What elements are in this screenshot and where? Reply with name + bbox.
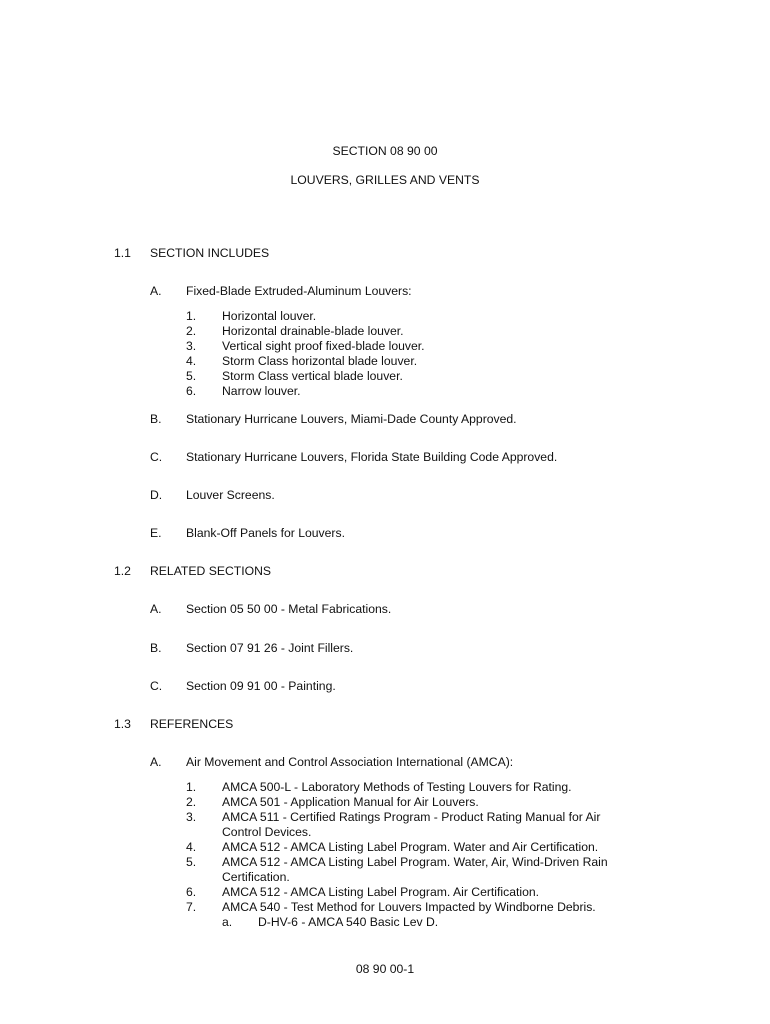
item-number: 2. [186, 324, 197, 338]
paragraph-letter: B. [150, 412, 162, 426]
list-item [0, 369, 770, 384]
item-text: AMCA 512 - AMCA Listing Label Program. Water and Air Certification. [222, 840, 599, 854]
item-text: AMCA 512 - AMCA Listing Label Program. Water, Air, Wind-Driven Rain [222, 855, 608, 869]
paragraph-text: Louver Screens. [186, 488, 275, 502]
list-item [0, 840, 770, 855]
item-number: 1. [186, 309, 197, 323]
item-number: 1. [186, 780, 197, 794]
item-text: Storm Class vertical blade louver. [222, 369, 403, 383]
item-text-continued: Control Devices. [222, 825, 312, 839]
item-number: 3. [186, 339, 197, 353]
page-number: 08 90 00-1 [355, 962, 415, 976]
list-item [0, 885, 770, 900]
article-title: RELATED SECTIONS [150, 564, 271, 578]
list-item [0, 354, 770, 369]
item-letter: a. [222, 915, 233, 929]
item-number: 4. [186, 840, 197, 854]
item-number: 7. [186, 900, 197, 914]
list-item [0, 339, 770, 354]
article-number: 1.3 [114, 717, 131, 731]
item-number: 5. [186, 855, 197, 869]
item-text-continued: Certification. [222, 870, 290, 884]
article-number: 1.2 [114, 564, 131, 578]
list-item [0, 855, 770, 885]
item-text: Narrow louver. [222, 384, 301, 398]
item-text: Vertical sight proof fixed-blade louver. [222, 339, 425, 353]
item-text: D-HV-6 - AMCA 540 Basic Lev D. [258, 915, 439, 929]
article-title: SECTION INCLUDES [150, 246, 270, 260]
paragraph-text: Stationary Hurricane Louvers, Miami-Dade County Approved. [186, 412, 517, 426]
list-item [0, 384, 770, 399]
item-number: 6. [186, 885, 197, 899]
item-number: 5. [186, 369, 197, 383]
item-number: 3. [186, 810, 197, 824]
subparagraph-list [0, 780, 770, 930]
paragraph-text: Fixed-Blade Extruded-Aluminum Louvers: [186, 284, 412, 298]
item-text: AMCA 500-L - Laboratory Methods of Testing Louvers for Rating. [222, 780, 572, 794]
item-text: AMCA 511 - Certified Ratings Program - Product Rating Manual for Air [222, 810, 601, 824]
item-text: AMCA 512 - AMCA Listing Label Program. Air Certification. [222, 885, 540, 899]
list-item [0, 900, 770, 915]
list-item [0, 795, 770, 810]
paragraph-letter: A. [150, 602, 162, 616]
item-text: Horizontal louver. [222, 309, 317, 323]
list-item [0, 780, 770, 795]
item-text: AMCA 540 - Test Method for Louvers Impacted by Windborne Debris. [222, 900, 596, 914]
list-item [0, 309, 770, 324]
paragraph-letter: C. [150, 450, 163, 464]
paragraph-text: Section 09 91 00 - Painting. [186, 679, 336, 693]
item-number: 4. [186, 354, 197, 368]
item-text: Horizontal drainable-blade louver. [222, 324, 404, 338]
paragraph-text: Blank-Off Panels for Louvers. [186, 526, 345, 540]
list-item [0, 810, 770, 840]
paragraph-text: Stationary Hurricane Louvers, Florida State Building Code Approved. [186, 450, 558, 464]
list-item [0, 915, 770, 930]
paragraph-text: Section 07 91 26 - Joint Fillers. [186, 641, 354, 655]
subparagraph-list [0, 309, 770, 399]
article-number: 1.1 [114, 246, 131, 260]
paragraph-letter: D. [150, 488, 163, 502]
paragraph-letter: A. [150, 284, 162, 298]
paragraph-text: Section 05 50 00 - Metal Fabrications. [186, 602, 392, 616]
paragraph-text: Air Movement and Control Association International (AMCA): [186, 755, 514, 769]
article-title: REFERENCES [150, 717, 234, 731]
item-text: Storm Class horizontal blade louver. [222, 354, 418, 368]
section-number: SECTION 08 90 00 [332, 144, 438, 158]
section-title: LOUVERS, GRILLES AND VENTS [290, 173, 480, 187]
list-item [0, 324, 770, 339]
item-number: 6. [186, 384, 197, 398]
paragraph-letter: B. [150, 641, 162, 655]
paragraph-letter: A. [150, 755, 162, 769]
paragraph-letter: E. [150, 526, 162, 540]
paragraph-letter: C. [150, 679, 163, 693]
item-number: 2. [186, 795, 197, 809]
item-text: AMCA 501 - Application Manual for Air Louvers. [222, 795, 479, 809]
